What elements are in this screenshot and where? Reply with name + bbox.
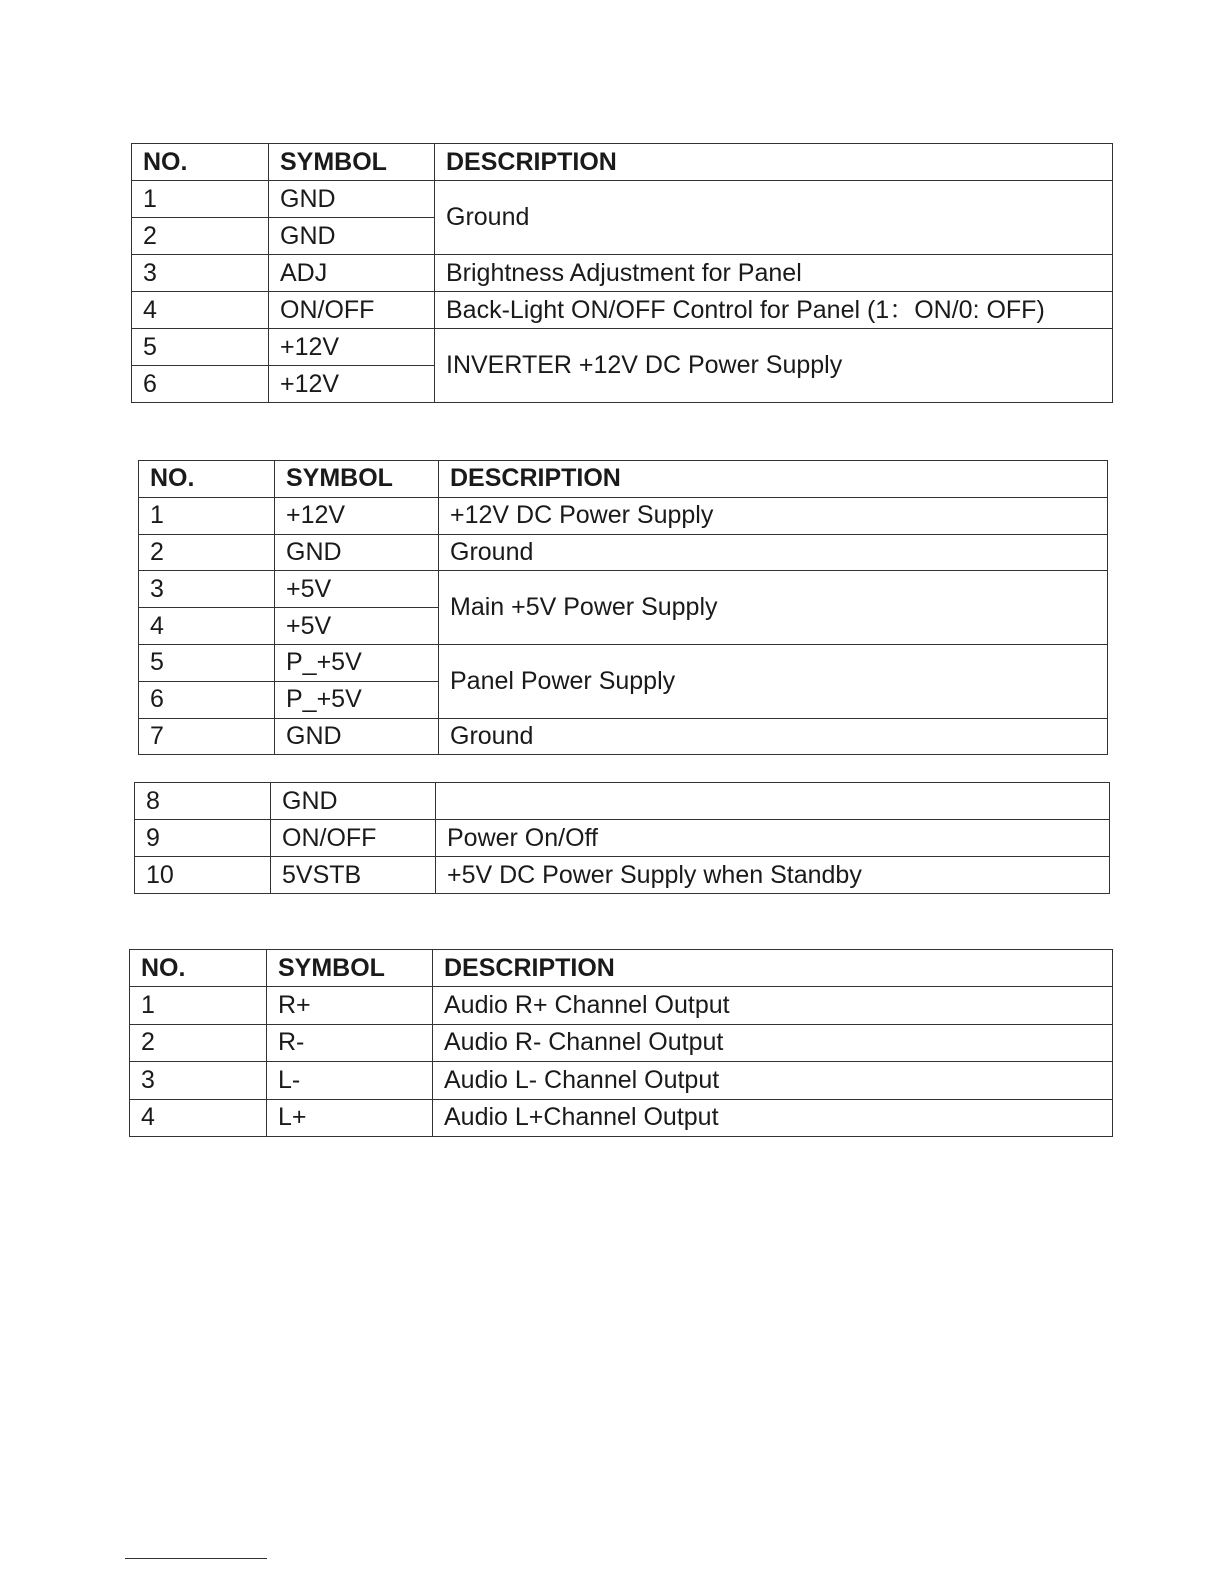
pin-no: 3 xyxy=(132,255,269,292)
pin-symbol: GND xyxy=(269,181,435,218)
pin-description: Ground xyxy=(439,534,1108,571)
header-no: NO. xyxy=(139,461,275,498)
pin-symbol: 5VSTB xyxy=(271,857,436,894)
table-row xyxy=(139,718,1108,755)
header-no: NO. xyxy=(132,144,269,181)
pin-description: Main +5V Power Supply xyxy=(439,571,1108,645)
pin-symbol: GND xyxy=(269,218,435,255)
header-symbol: SYMBOL xyxy=(267,950,433,987)
pin-no: 2 xyxy=(132,218,269,255)
pin-description: Panel Power Supply xyxy=(439,644,1108,718)
table-row xyxy=(132,292,1113,329)
inverter-pin-table xyxy=(131,143,1113,403)
table-row xyxy=(139,644,1108,681)
pin-description xyxy=(436,783,1110,820)
pin-symbol: GND xyxy=(275,718,439,755)
pin-description: +5V DC Power Supply when Standby xyxy=(436,857,1110,894)
pin-symbol: P_+5V xyxy=(275,681,439,718)
header-description: DESCRIPTION xyxy=(435,144,1113,181)
pin-no: 4 xyxy=(139,608,275,645)
footnote-divider xyxy=(125,1558,267,1559)
pin-description: Audio R+ Channel Output xyxy=(433,987,1113,1024)
pin-no: 9 xyxy=(135,820,271,857)
pin-no: 3 xyxy=(139,571,275,608)
table-row xyxy=(132,329,1113,366)
table-row xyxy=(135,783,1110,820)
header-symbol: SYMBOL xyxy=(275,461,439,498)
table-row xyxy=(139,497,1108,534)
pin-no: 6 xyxy=(132,366,269,403)
pin-symbol: +12V xyxy=(269,329,435,366)
pin-no: 1 xyxy=(139,497,275,534)
table-header-row xyxy=(130,950,1113,987)
pin-no: 4 xyxy=(130,1099,267,1136)
pin-symbol: ON/OFF xyxy=(271,820,436,857)
pin-no: 1 xyxy=(132,181,269,218)
pin-description: Back-Light ON/OFF Control for Panel (1：ON/0: OFF) xyxy=(435,292,1113,329)
header-description: DESCRIPTION xyxy=(433,950,1113,987)
pin-no: 4 xyxy=(132,292,269,329)
pin-symbol: ADJ xyxy=(269,255,435,292)
power-pin-table-continued xyxy=(134,782,1110,894)
pin-no: 3 xyxy=(130,1062,267,1099)
table-row xyxy=(139,571,1108,608)
pin-no: 6 xyxy=(139,681,275,718)
pin-symbol: +5V xyxy=(275,608,439,645)
pin-no: 2 xyxy=(139,534,275,571)
pin-description: Ground xyxy=(435,181,1113,255)
pin-description: Ground xyxy=(439,718,1108,755)
pin-no: 8 xyxy=(135,783,271,820)
pin-symbol: P_+5V xyxy=(275,644,439,681)
pin-symbol: +12V xyxy=(269,366,435,403)
pin-no: 10 xyxy=(135,857,271,894)
table-header-row xyxy=(132,144,1113,181)
pin-description: Audio L+Channel Output xyxy=(433,1099,1113,1136)
table-row xyxy=(139,534,1108,571)
pin-description: INVERTER +12V DC Power Supply xyxy=(435,329,1113,403)
pin-no: 5 xyxy=(139,644,275,681)
table-row xyxy=(130,1062,1113,1099)
pin-symbol: ON/OFF xyxy=(269,292,435,329)
power-pin-table xyxy=(138,460,1108,755)
pin-description: Audio L- Channel Output xyxy=(433,1062,1113,1099)
pin-symbol: GND xyxy=(275,534,439,571)
pin-no: 1 xyxy=(130,987,267,1024)
pin-symbol: L- xyxy=(267,1062,433,1099)
table-row xyxy=(132,181,1113,218)
pin-symbol: R- xyxy=(267,1024,433,1061)
pin-symbol: GND xyxy=(271,783,436,820)
table-row xyxy=(132,255,1113,292)
pin-symbol: R+ xyxy=(267,987,433,1024)
table-row xyxy=(130,987,1113,1024)
header-symbol: SYMBOL xyxy=(269,144,435,181)
pin-description: Audio R- Channel Output xyxy=(433,1024,1113,1061)
pin-symbol: L+ xyxy=(267,1099,433,1136)
pin-description: +12V DC Power Supply xyxy=(439,497,1108,534)
pin-description: Power On/Off xyxy=(436,820,1110,857)
pin-no: 7 xyxy=(139,718,275,755)
table-row xyxy=(130,1024,1113,1061)
pin-symbol: +5V xyxy=(275,571,439,608)
table-header-row xyxy=(139,461,1108,498)
pin-no: 2 xyxy=(130,1024,267,1061)
pin-symbol: +12V xyxy=(275,497,439,534)
header-no: NO. xyxy=(130,950,267,987)
pin-description: Brightness Adjustment for Panel xyxy=(435,255,1113,292)
pin-no: 5 xyxy=(132,329,269,366)
header-description: DESCRIPTION xyxy=(439,461,1108,498)
table-row xyxy=(135,820,1110,857)
table-row xyxy=(135,857,1110,894)
audio-pin-table xyxy=(129,949,1113,1137)
table-row xyxy=(130,1099,1113,1136)
